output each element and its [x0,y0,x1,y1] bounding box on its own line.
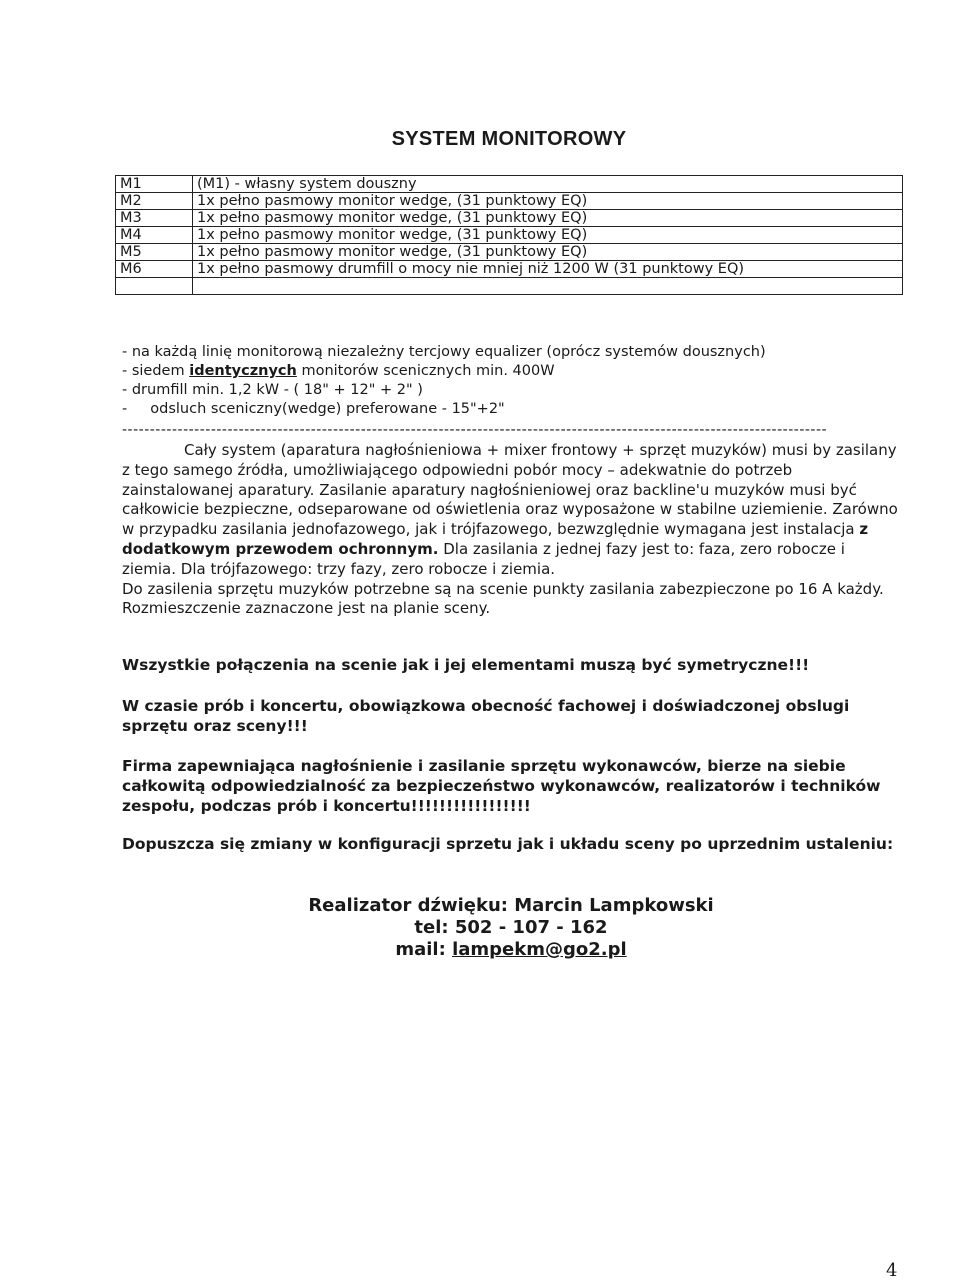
monitor-notes [122,343,766,419]
monitor-code: M3 [116,210,193,227]
power-outlets-paragraph: Do zasilenia sprzętu muzyków potrzebne są na scenie punkty zasilania zabezpieczone po 16 A każdy. Rozmieszczenie zaznaczone jest na planie sceny. [122,579,884,618]
power-paragraph [122,441,898,580]
table-row [116,193,903,210]
monitor-desc: 1x pełno pasmowy monitor wedge, (31 punktowy EQ) [193,210,903,227]
monitor-code: M5 [116,244,193,261]
power-text-b: Dla zasilania z jednej fazy jest to: faza, zero robocze i ziemia. Dla trójfazowego: trzy fazy, zero robocze i ziemia. [122,539,845,578]
monitor-desc: 1x pełno pasmowy monitor wedge, (31 punktowy EQ) [193,193,903,210]
warning-changes: Dopuszcza się zmiany w konfiguracji sprzetu jak i układu sceny po uprzednim ustaleniu: [122,835,894,853]
page-number: 4 [886,1260,898,1281]
engineer-name: Realizator dźwięku: Marcin Lampkowski [308,895,714,916]
note-drumfill: - drumfill min. 1,2 kW - ( 18" + 12" + 2" ) [122,382,423,398]
monitor-code: M4 [116,227,193,244]
engineer-phone: tel: 502 - 107 - 162 [414,917,608,938]
note-identical-post: monitorów scenicznych min. 400W [296,363,555,379]
monitor-table [115,175,903,295]
note-identical-pre: - siedem [122,363,190,379]
monitor-desc: (M1) - własny system douszny [193,176,903,193]
note-wedge: - odsluch sceniczny(wedge) preferowane - 15"+2" [122,401,505,417]
table-row [116,227,903,244]
warning-symmetric: Wszystkie połączenia na scenie jak i jej elementami muszą być symetryczne!!! [122,656,810,674]
monitor-code: M2 [116,193,193,210]
table-row [116,261,903,278]
signature-block [0,895,960,961]
note-identical [122,362,766,381]
mail-link[interactable]: lampekm@go2.pl [452,939,627,960]
table-row [116,176,903,193]
power-text-a: Cały system (aparatura nagłośnieniowa + mixer frontowy + sprzęt muzyków) musi by zasilany z tego samego źródła, umożliwiającego odpowiedni pobór mocy – adekwatnie do potrzeb zainstalowanej aparatury. Zasilanie aparatury nagłośnieniowej oraz backline'u muzyków musi być całkowicie bezpieczne, odseparowane od oświetlenia oraz wyposażone w stabilne uziemienie. Zarówno w przypadku zasilania jednofazowego, jak i trójfazowego, bezwzględnie wymagana jest instalacja [122,441,898,539]
mail-label: mail: [395,939,453,960]
table-row [116,278,903,295]
note-eq: - na każdą linię monitorową niezależny tercjowy equalizer (oprócz systemów dousznych) [122,344,766,360]
dashed-divider: ------------------------------------------------------------------------------------------------------------------------------- [122,423,828,437]
monitor-desc: 1x pełno pasmowy drumfill o mocy nie mniej niż 1200 W (31 punktowy EQ) [193,261,903,278]
monitor-code: M1 [116,176,193,193]
table-row [116,244,903,261]
monitor-code [116,278,193,295]
monitor-desc: 1x pełno pasmowy monitor wedge, (31 punktowy EQ) [193,227,903,244]
warning-staff: W czasie prób i koncertu, obowiązkowa obecność fachowej i doświadczonej obslugi sprzętu oraz sceny!!! [122,697,850,735]
power-text-bold: z dodatkowym przewodem ochronnym. [122,520,869,558]
warning-responsibility: Firma zapewniająca nagłośnienie i zasilanie sprzętu wykonawców, bierze na siebie całkowitą odpowiedzialność za bezpieczeństwo wykonawców, realizatorów i techników zespołu, podczas prób i koncertu!!!!!!!!!!!!!!!!! [122,757,881,815]
table-row [116,210,903,227]
monitor-desc: 1x pełno pasmowy monitor wedge, (31 punktowy EQ) [193,244,903,261]
power-section [122,441,898,619]
engineer-mail [0,939,960,961]
monitor-desc [193,278,903,295]
note-identical-emphasis: identycznych [189,363,297,379]
monitor-code: M6 [116,261,193,278]
page-title: SYSTEM MONITOROWY [391,128,627,150]
